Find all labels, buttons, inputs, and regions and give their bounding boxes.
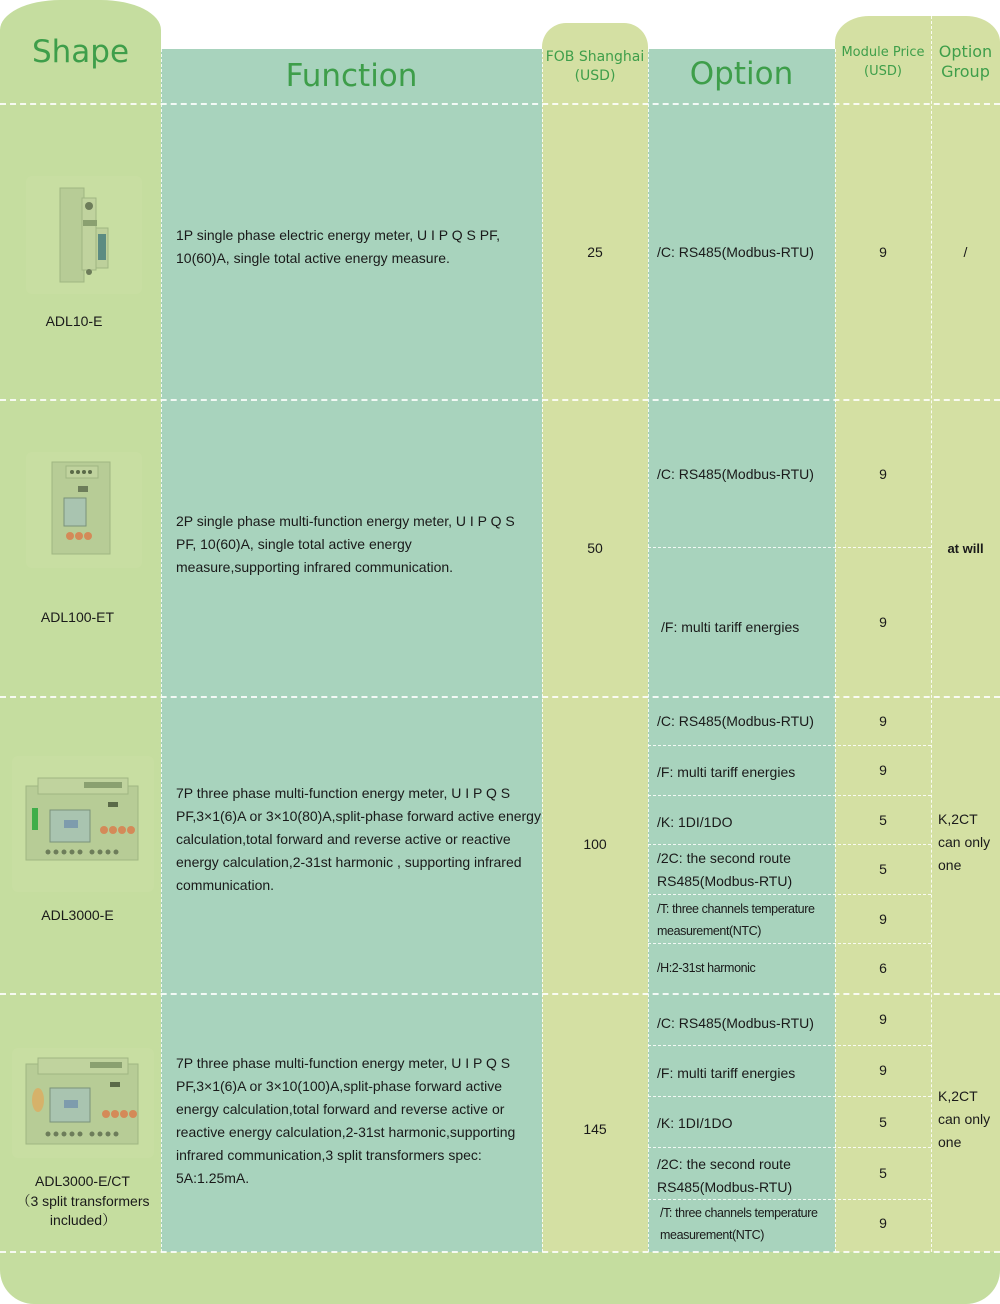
header-function: Function (285, 58, 418, 94)
divider (648, 1096, 931, 1097)
option-label: /C: RS485(Modbus-RTU) (657, 243, 814, 260)
header-module-price (835, 43, 931, 81)
divider (648, 1199, 931, 1200)
module-price: 9 (879, 761, 887, 778)
product-function: 1P single phase electric energy meter, U I P Q S PF, 10(60)A, single total active energy measure. (176, 227, 500, 266)
divider (648, 894, 931, 895)
option-label: /C: RS485(Modbus-RTU) (657, 465, 814, 482)
option-group-column-bg (931, 16, 1000, 1252)
divider (648, 844, 931, 845)
option-label: /F: multi tariff energies (657, 1064, 796, 1081)
divider (161, 49, 162, 1252)
header-option: Option (689, 56, 794, 92)
module-price: 9 (879, 712, 887, 729)
option-group: at will (947, 540, 984, 556)
option-label: /T: three channels temperature measurement(NTC) (657, 902, 815, 938)
divider (648, 49, 649, 1252)
product-model: ADL3000-E/CT (35, 1173, 130, 1189)
fob-price: 145 (583, 1120, 607, 1137)
module-price: 9 (879, 613, 887, 630)
header-group-line2: Group (941, 62, 990, 81)
divider (0, 993, 1000, 995)
module-price: 9 (879, 243, 887, 260)
divider (0, 696, 1000, 698)
divider (648, 745, 931, 746)
module-price: 9 (879, 465, 887, 482)
option-label: /K: 1DI/1DO (657, 1114, 733, 1131)
option-group: K,2CT can only one (938, 1088, 991, 1150)
header-module-line1: Module Price (841, 45, 925, 60)
module-price: 9 (879, 1214, 887, 1231)
option-label: /F: multi tariff energies (657, 763, 796, 780)
module-price: 5 (879, 1164, 887, 1181)
product-model: ADL3000-E (41, 907, 114, 923)
fob-price: 100 (583, 835, 607, 852)
header-fob-line1: FOB Shanghai (545, 49, 645, 65)
divider (0, 399, 1000, 401)
product-function: 7P three phase multi-function energy meter, U I P Q S PF,3×1(6)A or 3×10(100)A,split-phase forward active energy calculation,total forward and reverse active or reactive energy calculation,2-31st harmonic,supporting infrared communication,3 split transformers spec: 5A:1.25mA. (176, 1055, 516, 1186)
option-label: /C: RS485(Modbus-RTU) (657, 1014, 814, 1031)
header-fob-price (542, 48, 648, 86)
divider (648, 795, 931, 796)
divider (648, 547, 931, 548)
fob-price: 25 (587, 243, 603, 260)
divider (931, 16, 932, 1252)
din-rail-2p-meter-icon (26, 452, 142, 568)
option-label: /C: RS485(Modbus-RTU) (657, 712, 814, 729)
header-fob-line2: (USD) (574, 68, 616, 84)
divider (0, 1251, 1000, 1253)
fob-column-bg (542, 23, 648, 1252)
module-price: 9 (879, 910, 887, 927)
table-footer (0, 1252, 1000, 1304)
option-label: /2C: the second route RS485(Modbus-RTU) (657, 850, 793, 889)
din-rail-7p-ct-meter-icon (12, 1048, 154, 1158)
din-rail-7p-meter-icon (12, 756, 154, 892)
divider (648, 943, 931, 944)
divider (542, 49, 543, 1252)
module-price: 9 (879, 1061, 887, 1078)
header-module-line2: (USD) (864, 64, 902, 79)
module-price: 9 (879, 1010, 887, 1027)
divider (648, 1147, 931, 1148)
module-price: 5 (879, 1113, 887, 1130)
product-model: ADL100-ET (40, 609, 115, 625)
din-rail-1p-meter-icon (26, 176, 142, 294)
option-label: /F: multi tariff energies (661, 618, 800, 635)
fob-price: 50 (587, 539, 603, 556)
option-label: /K: 1DI/1DO (657, 813, 733, 830)
module-price: 5 (879, 860, 887, 877)
option-group: K,2CT can only one (938, 811, 991, 873)
option-label: /2C: the second route RS485(Modbus-RTU) (657, 1156, 793, 1195)
divider (648, 1045, 931, 1046)
divider (0, 103, 1000, 105)
header-shape: Shape (31, 34, 130, 70)
header-option-group (931, 42, 1000, 82)
product-model: ADL10-E (45, 313, 103, 329)
module-price: 6 (879, 959, 887, 976)
product-function: 2P single phase multi-function energy meter, U I P Q S PF, 10(60)A, single total active energy measure,supporting infrared communication. (176, 513, 515, 575)
option-label: /T: three channels temperature measurement(NTC) (660, 1206, 818, 1242)
option-label: /H:2-31st harmonic (657, 961, 756, 975)
product-function: 7P three phase multi-function energy meter, U I P Q S PF,3×1(6)A or 3×10(80)A,split-phase forward active energy calculation,total forward and reverse active or reactive energy calculation,2-31st harmonic , supporting infrared communication. (176, 785, 541, 893)
module-price: 5 (879, 811, 887, 828)
header-group-line1: Option (938, 42, 993, 61)
option-group: / (963, 243, 968, 260)
product-model-note: （3 split transformers included） (16, 1193, 150, 1228)
